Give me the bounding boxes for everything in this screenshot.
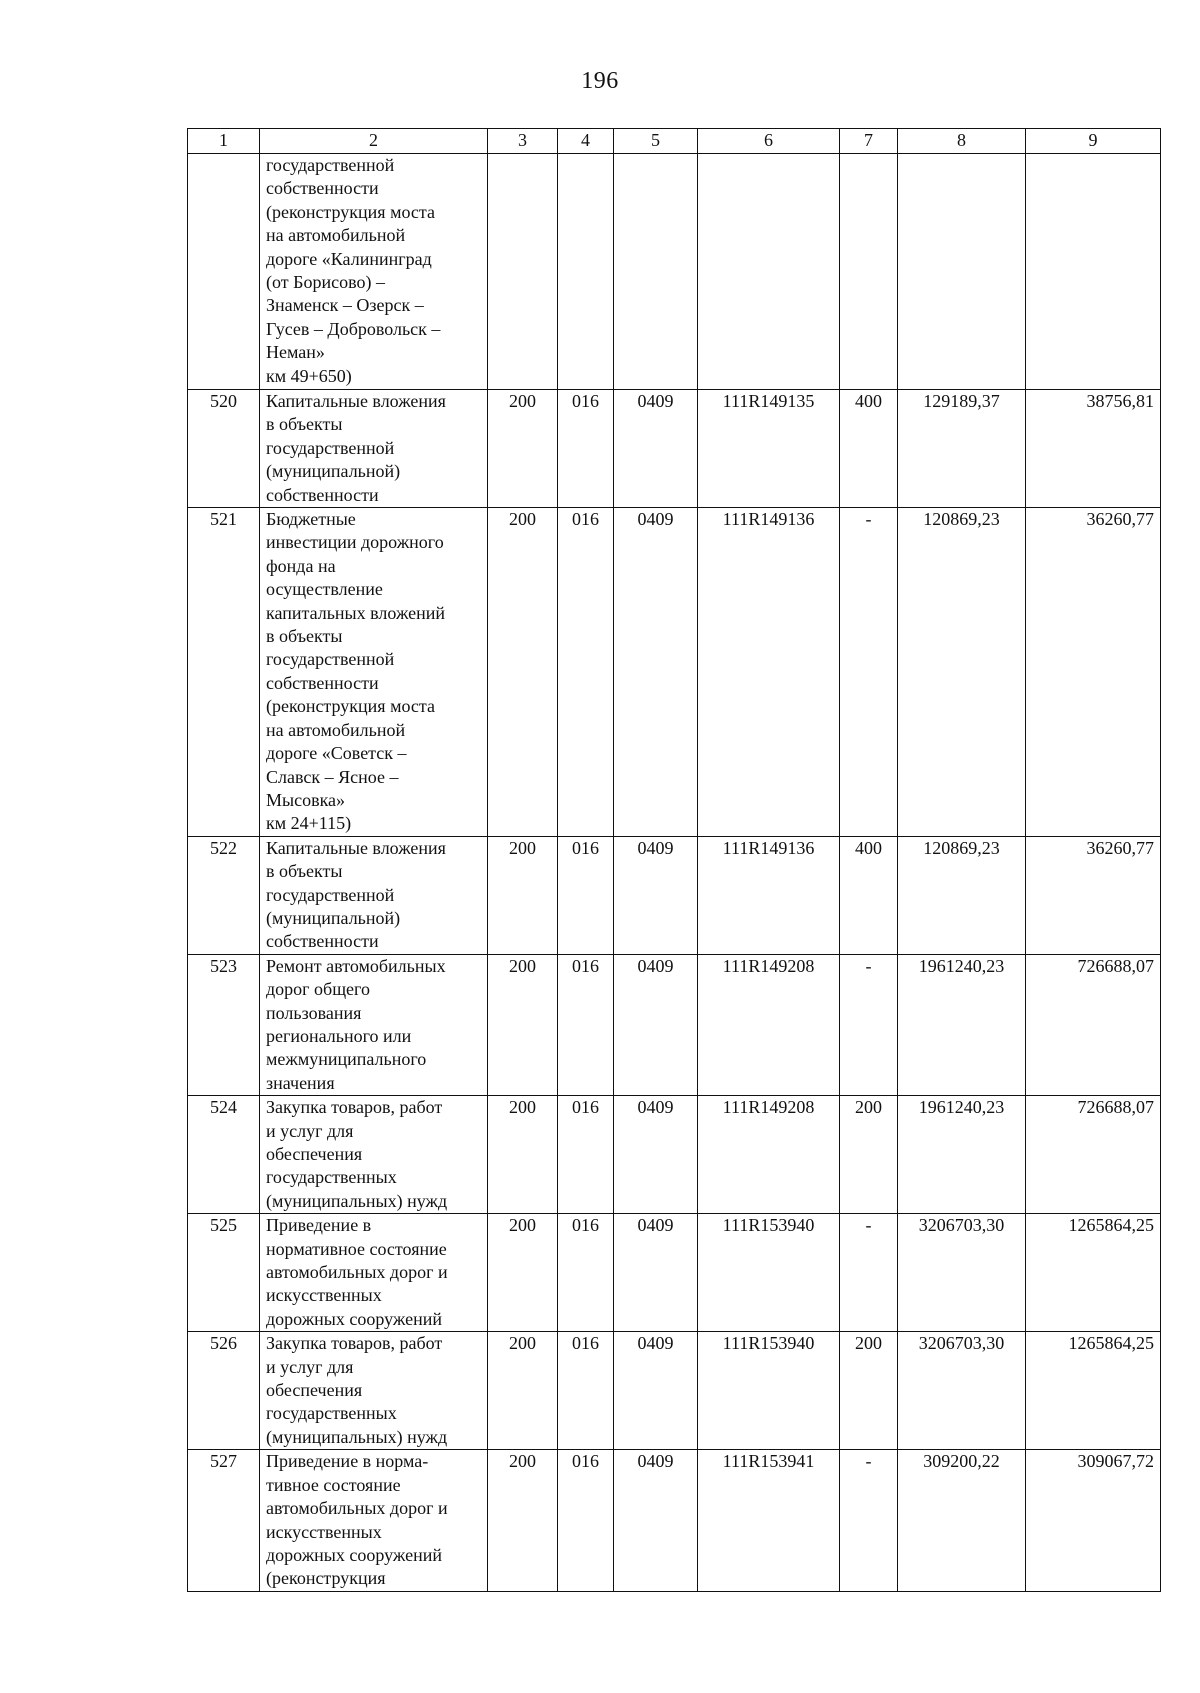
section-code-cell: 0409 [614, 390, 698, 508]
amount-cell: 120869,23 [898, 508, 1026, 837]
amount-cell: 726688,07 [1026, 954, 1161, 1095]
department-code-cell: 016 [558, 508, 614, 837]
description-line: пользования [266, 1002, 362, 1023]
description-line: дороге «Калининград [266, 248, 432, 269]
description-line: искусственных [266, 1285, 382, 1306]
description-line: осуществление [266, 579, 383, 600]
description-line: собственности [266, 484, 379, 505]
description-cell [260, 954, 488, 1095]
description-line: обеспечения [266, 1144, 363, 1164]
target-article-cell: 111R149208 [698, 954, 840, 1095]
column-header: 8 [898, 129, 1026, 154]
description-line: капитальных вложений [266, 602, 446, 623]
description-cell [260, 508, 488, 837]
description-line: (муниципальной) [266, 461, 401, 482]
target-article-cell: 111R149136 [698, 836, 840, 954]
description-line: (муниципальных) нужд [266, 1190, 448, 1211]
page-number: 196 [581, 68, 619, 94]
description-line: государственных [266, 1167, 397, 1188]
row-number-cell: 520 [188, 390, 260, 508]
department-code-cell: 016 [558, 1332, 614, 1450]
table-row [188, 390, 1161, 508]
description-cell [260, 1332, 488, 1450]
amount-cell: 726688,07 [1026, 1096, 1161, 1214]
description-line: значения [266, 1072, 335, 1093]
expense-type-cell: - [840, 1214, 898, 1332]
description-cell [260, 1450, 488, 1591]
description-line: Гусев – Добровольск – [266, 318, 441, 339]
target-article-cell: 111R153940 [698, 1214, 840, 1332]
amount-cell: 309200,22 [898, 1450, 1026, 1591]
target-article-cell: 111R149208 [698, 1096, 840, 1214]
description-line: государственной [266, 155, 395, 175]
row-number-cell: 522 [188, 836, 260, 954]
section-code-cell: 0409 [614, 836, 698, 954]
row-number-cell: 526 [188, 1332, 260, 1450]
description-line: автомобильных дорог и [266, 1498, 448, 1519]
expense-type-cell: 200 [840, 1332, 898, 1450]
description-line: (от Борисово) – [266, 272, 385, 293]
empty-cell [698, 154, 840, 390]
column-header: 5 [614, 129, 698, 154]
department-code-cell: 016 [558, 1450, 614, 1591]
description-line: дорожных сооружений [266, 1308, 442, 1329]
section-code-cell: 0409 [614, 1096, 698, 1214]
description-line: и услуг для [266, 1120, 354, 1141]
admin-code-cell: 200 [488, 954, 558, 1095]
description-line: инвестиции дорожного [266, 532, 444, 553]
admin-code-cell: 200 [488, 1096, 558, 1214]
description-line: Капитальные вложения [266, 837, 446, 858]
description-line: Мысовка» [266, 789, 346, 810]
row-number-cell: 521 [188, 508, 260, 837]
description-line: км 24+115) [266, 813, 352, 834]
section-code-cell: 0409 [614, 1450, 698, 1591]
column-header: 9 [1026, 129, 1161, 154]
table-row [188, 1450, 1161, 1591]
admin-code-cell: 200 [488, 836, 558, 954]
department-code-cell: 016 [558, 954, 614, 1095]
empty-cell [488, 154, 558, 390]
amount-cell: 38756,81 [1026, 390, 1161, 508]
row-number-cell: 523 [188, 954, 260, 1095]
expense-type-cell: 400 [840, 390, 898, 508]
admin-code-cell: 200 [488, 1450, 558, 1591]
description-line: км 49+650) [266, 365, 352, 386]
amount-cell: 3206703,30 [898, 1214, 1026, 1332]
description-line: в объекты [266, 414, 343, 435]
section-code-cell: 0409 [614, 1332, 698, 1450]
table-row [188, 1332, 1161, 1450]
amount-cell: 36260,77 [1026, 508, 1161, 837]
empty-cell [558, 154, 614, 390]
table-row [188, 508, 1161, 837]
description-line: автомобильных дорог и [266, 1262, 448, 1283]
description-line: тивное состояние [266, 1474, 401, 1495]
department-code-cell: 016 [558, 1096, 614, 1214]
description-line: искусственных [266, 1521, 382, 1542]
table-row [188, 836, 1161, 954]
description-line: Бюджетные [266, 509, 356, 530]
admin-code-cell: 200 [488, 508, 558, 837]
target-article-cell: 111R153941 [698, 1450, 840, 1591]
amount-cell: 1961240,23 [898, 954, 1026, 1095]
table-row [188, 1096, 1161, 1214]
empty-cell [898, 154, 1026, 390]
empty-cell [840, 154, 898, 390]
row-number-cell: 527 [188, 1450, 260, 1591]
target-article-cell: 111R153940 [698, 1332, 840, 1450]
description-cell [260, 390, 488, 508]
admin-code-cell: 200 [488, 1332, 558, 1450]
description-cell [260, 1096, 488, 1214]
description-line: (муниципальных) нужд [266, 1426, 448, 1447]
department-code-cell: 016 [558, 1214, 614, 1332]
empty-cell [614, 154, 698, 390]
section-code-cell: 0409 [614, 508, 698, 837]
description-line: (реконструкция моста [266, 696, 435, 717]
description-cell [260, 836, 488, 954]
description-line: дорожных сооружений [266, 1544, 442, 1565]
continuation-row [188, 154, 1161, 390]
description-cell [260, 154, 488, 390]
description-line: собственности [266, 672, 379, 693]
row-number-cell: 525 [188, 1214, 260, 1332]
amount-cell: 129189,37 [898, 390, 1026, 508]
amount-cell: 120869,23 [898, 836, 1026, 954]
description-line: регионального или [266, 1025, 412, 1046]
admin-code-cell: 200 [488, 390, 558, 508]
expense-type-cell: 200 [840, 1096, 898, 1214]
target-article-cell: 111R149136 [698, 508, 840, 837]
description-line: (реконструкция моста [266, 201, 435, 222]
description-line: государственных [266, 1403, 397, 1424]
description-line: на автомобильной [266, 225, 406, 246]
description-line: (реконструкция [266, 1568, 386, 1589]
column-header: 4 [558, 129, 614, 154]
column-header: 2 [260, 129, 488, 154]
amount-cell: 1265864,25 [1026, 1214, 1161, 1332]
department-code-cell: 016 [558, 390, 614, 508]
table-row [188, 1214, 1161, 1332]
section-code-cell: 0409 [614, 1214, 698, 1332]
amount-cell: 1265864,25 [1026, 1332, 1161, 1450]
column-header: 6 [698, 129, 840, 154]
row-number-cell [188, 154, 260, 390]
empty-cell [1026, 154, 1161, 390]
description-line: обеспечения [266, 1380, 363, 1401]
description-line: в объекты [266, 626, 343, 647]
description-line: фонда на [266, 555, 336, 576]
description-line: межмуниципального [266, 1049, 427, 1070]
description-line: нормативное состояние [266, 1238, 447, 1259]
description-line: Закупка товаров, работ [266, 1333, 443, 1354]
header-row [188, 129, 1161, 154]
description-line: Закупка товаров, работ [266, 1097, 443, 1118]
department-code-cell: 016 [558, 836, 614, 954]
description-line: и услуг для [266, 1356, 354, 1377]
expense-type-cell: 400 [840, 836, 898, 954]
section-code-cell: 0409 [614, 954, 698, 1095]
admin-code-cell: 200 [488, 1214, 558, 1332]
amount-cell: 3206703,30 [898, 1332, 1026, 1450]
table-row [188, 954, 1161, 1095]
description-line: дорог общего [266, 979, 370, 1000]
description-line: Приведение в [266, 1215, 372, 1236]
description-line: Ремонт автомобильных [266, 955, 446, 976]
description-line: Славск – Ясное – [266, 766, 399, 787]
expense-type-cell: - [840, 508, 898, 837]
amount-cell: 1961240,23 [898, 1096, 1026, 1214]
description-line: государственной [266, 884, 395, 905]
description-line: государственной [266, 649, 395, 670]
description-line: Приведение в норма- [266, 1451, 429, 1472]
description-line: Неман» [266, 342, 325, 363]
column-header: 7 [840, 129, 898, 154]
description-line: собственности [266, 178, 379, 199]
description-line: дороге «Советск – [266, 743, 407, 764]
description-line: (муниципальной) [266, 907, 401, 928]
budget-table [187, 128, 1161, 1592]
target-article-cell: 111R149135 [698, 390, 840, 508]
amount-cell: 309067,72 [1026, 1450, 1161, 1591]
amount-cell: 36260,77 [1026, 836, 1161, 954]
description-line: на автомобильной [266, 719, 406, 740]
column-header: 1 [188, 129, 260, 154]
description-line: собственности [266, 931, 379, 952]
row-number-cell: 524 [188, 1096, 260, 1214]
description-line: в объекты [266, 861, 343, 882]
description-line: Знаменск – Озерск – [266, 295, 424, 316]
description-cell [260, 1214, 488, 1332]
description-line: Капитальные вложения [266, 391, 446, 411]
expense-type-cell: - [840, 1450, 898, 1591]
column-header: 3 [488, 129, 558, 154]
description-line: государственной [266, 437, 395, 458]
expense-type-cell: - [840, 954, 898, 1095]
